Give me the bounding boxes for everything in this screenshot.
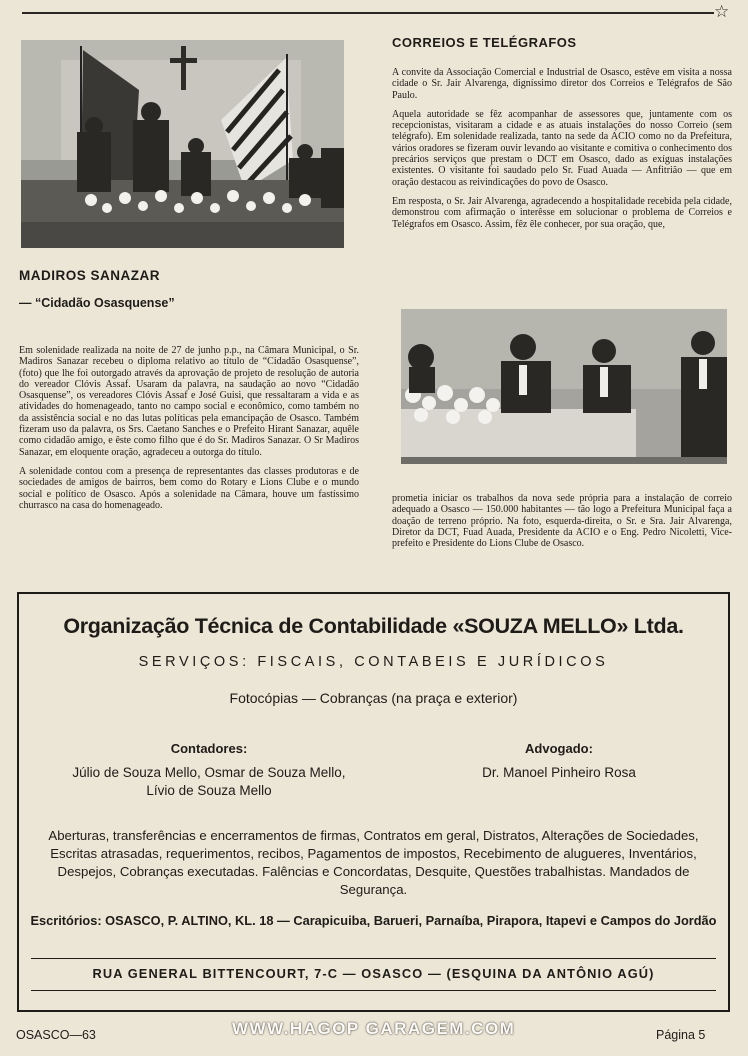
- ad-advogado-label: Advogado:: [525, 741, 593, 756]
- madiros-title: MADIROS SANAZAR: [19, 268, 160, 283]
- ad-street: RUA GENERAL BITTENCOURT, 7-C — OSASCO — (ESQUINA DA ANTÔNIO AGÚ): [92, 966, 655, 981]
- madiros-subtitle: — “Cidadão Osasquense”: [19, 296, 175, 310]
- ad-contadores-line2: Lívio de Souza Mello: [146, 783, 272, 798]
- ad-offices: Escritórios: OSASCO, P. ALTINO, KL. 18 — Carapicuiba, Barueri, Parnaíba, Pirapora, Itapevi e Campos do Jordão: [30, 913, 717, 928]
- ad-rule-bottom: [31, 990, 716, 991]
- correios-paragraph-2: Aquela autoridade se fêz acompanhar de assessores que, juntamente com os recepcionistas, visitaram a cidade e as atuais instalações do nosso Correio (sem telégrafo). Em solenidade realizada, tanto na sede da ACIO como no da Prefeitura, vários oradores se fizeram ouvir levando ao visitante e comitiva o conhecimento dos precários serviços que prestam o DCT em Osasco, dado as exíguas instalações existentes. O visitante foi saudado pelo Sr. Fuad Auada — Anfitrião — que em oração destacou as reivindicações do povo de Osasco.: [392, 108, 732, 188]
- madiros-body: [19, 345, 359, 519]
- madiros-paragraph-2: A solenidade contou com a presença de representantes das classes produtoras e de sociedades de amigos de bairros, bem como do Rotary e Lions Clube e o mundo social e político de Osasco. Após a solenidade na Câmara, houve um fastíssimo churrasco na casa do homenageado.: [19, 465, 359, 511]
- ad-advogado: [409, 740, 709, 782]
- correios-title: CORREIOS E TELÉGRAFOS: [392, 35, 577, 50]
- ad-box: [17, 592, 730, 1012]
- footer-left: OSASCO—63: [16, 1028, 96, 1042]
- ad-contadores-line1: Júlio de Souza Mello, Osmar de Souza Mello,: [72, 765, 346, 780]
- ceremony-photo: [21, 40, 344, 248]
- ad-contadores: [29, 740, 389, 800]
- ad-title: Organização Técnica de Contabilidade «SOUZA MELLO» Ltda.: [63, 614, 684, 638]
- footer-page: Página 5: [656, 1028, 706, 1042]
- correios-paragraph-3: Em resposta, o Sr. Jair Alvarenga, agradecendo a hospitalidade recebida pela cidade, demonstrou com afirmação o interêsse em solucionar o problema de Correios e Telégrafos em Osasco. Assim, fêz êle conhecer, por sua oração, que,: [392, 195, 732, 230]
- star-icon: ☆: [714, 2, 730, 21]
- ad-services-list: Aberturas, transferências e encerramentos de firmas, Contratos em geral, Distratos, Alterações de Sociedades, Escritas atrasadas, requerimentos, recibos, Pagamentos de impostos, Recebimento de alugueres, Inventários, Despejos, Cobranças executadas. Falências e Concordatas, Desquite, Questões trabalhistas. Mandados de Segurança.: [48, 828, 699, 897]
- ad-rule-top: [31, 958, 716, 959]
- correios-paragraph-4: prometia iniciar os trabalhos da nova sede própria para a instalação de correio adequado a Osasco — 150.000 habitantes — tão logo a Prefeitura Municipal faça a doação de terreno próprio. Na foto, esquerda-direita, o Sr. e Sra. Jair Alvarenga, Diretor da DCT, Fuad Auada, Presidente da ACIO e o Eng. Pedro Nicoletti, Vice-prefeito e Presidente do Lions Clube de Osasco.: [392, 493, 732, 550]
- correios-body-top: [392, 67, 732, 238]
- top-rule: [22, 12, 714, 14]
- visit-photo-image: [401, 309, 727, 464]
- ad-services: SERVIÇOS: FISCAIS, CONTABEIS E JURÍDICOS: [138, 654, 609, 670]
- visit-photo: [401, 309, 727, 464]
- ad-fotocopias: Fotocópias — Cobranças (na praça e exterior): [229, 690, 518, 706]
- ceremony-photo-image: [21, 40, 344, 248]
- ad-advogado-name: Dr. Manoel Pinheiro Rosa: [482, 765, 636, 780]
- correios-paragraph-1: A convite da Associação Comercial e Industrial de Osasco, estêve em visita a nossa cidade o Sr. Jair Alvarenga, digníssimo diretor dos Correios e Telégrafos de São Paulo.: [392, 67, 732, 101]
- madiros-paragraph-1: Em solenidade realizada na noite de 27 de junho p.p., na Câmara Municipal, o Sr. Madiros Sanazar recebeu o diploma relativo ao título de “Cidadão Osasquense”, (foto) que lhe foi outorgado através da aprovação de projeto de resolução de autoria do vereador Clóvis Assaf. Usaram da palavra, na saudação ao novo “Cidadão Osasquense”, os vereadores Clóvis Assaf e José Guisi, que ressaltaram a vida e as atividades do homenageado, tanto no campo social e econômico, como também no da assistência social e no das lutas políticas pela emancipação de Osasco. Também fizeram uso da palavra, os Srs. Caetano Sanches e o Prefeito Hirant Sanazar, aquêle como cidadão amigo, e êste como filho que é do Sr. Madiros Sanazar. O Sr Madiros Sanazar, em eloquente oração, agradeceu a outorga do título.: [19, 345, 359, 458]
- ad-contadores-label: Contadores:: [170, 741, 248, 756]
- footer-watermark: WWW.HAGOP GARAGEM.COM: [232, 1019, 516, 1038]
- correios-body-bottom: [392, 493, 732, 557]
